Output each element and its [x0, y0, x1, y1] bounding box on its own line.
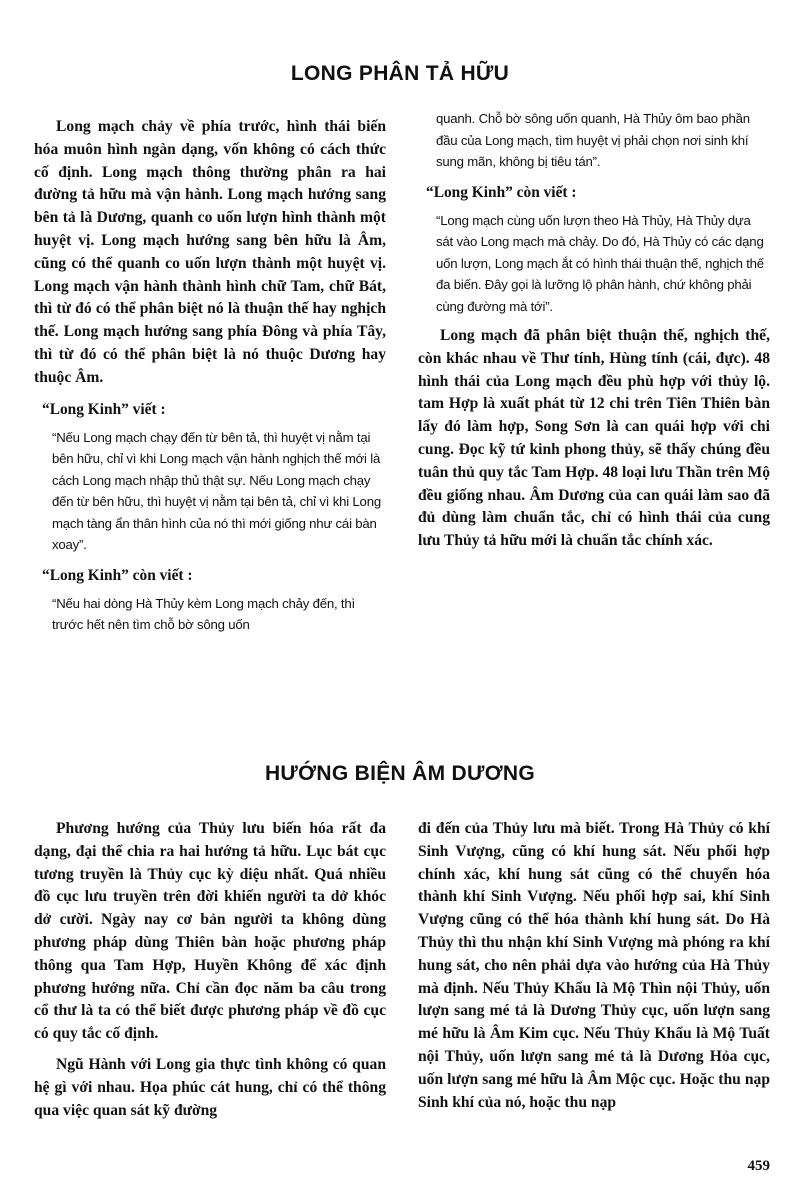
- section2-left-column: [34, 818, 386, 1122]
- section2-paragraph-2: Ngũ Hành với Long gia thực tình không có quan hệ gì với nhau. Họa phúc cát hung, chỉ có thể thông qua việc quan sát kỹ đường: [34, 1055, 386, 1119]
- quote-intro-long-kinh: “Long Kinh” viết :: [42, 400, 166, 418]
- quote-long-kinh-2: “Nếu hai dòng Hà Thủy kèm Long mạch chảy đến, thì trước hết nên tìm chỗ bờ sông uốn: [52, 595, 355, 633]
- section2-paragraph-2-continued: đi đến của Thủy lưu mà biết. Trong Hà Thủy có khí Sinh Vượng, cũng có khí hung sát. Nếu phối hợp chính xác, khí hung sát cũng có thể chuyển hóa thành khí Sinh Vượng. Nếu phối hợp sai, khí Sinh Vượng cũng có thể hóa thành khí hung sát. Do Hà Thủy thì thu nhận khí Sinh Vượng mà phóng ra khí hung sát, cho nên phải dựa vào hướng của Hà Thủy mà định. Nếu Thủy Khẩu là Mộ Thìn nội Thủy, uốn lượn sang mé tả là Dương Thủy cục, uốn lượn sang mé hữu là Âm Kim cục. Nếu Thủy Khẩu là Mộ Tuất nội Thủy, uốn lượn sang mé tả là Dương Hỏa cục, uốn lượn sang mé hữu là Âm Mộc cục. Hoặc thu nạp Sinh khí của nó, hoặc thu nạp: [418, 820, 770, 1111]
- quote-intro-long-kinh-2: “Long Kinh” còn viết :: [42, 566, 193, 584]
- quote-long-kinh-2-continued: quanh. Chỗ bờ sông uốn quanh, Hà Thủy ôm bao phần đầu của Long mạch, tìm huyệt vị phải chọn nơi sinh khí sung mãn, không bị tiêu tán”.: [436, 111, 750, 169]
- section2-paragraph-1: Phương hướng của Thủy lưu biến hóa rất đa dạng, đại thể chia ra hai hướng tả hữu. Lục bát cục tương truyền là Thủy cục kỳ diệu nhất. Quá nhiều đồ cục lưu truyền trên đời khiến người ta dở khóc dở cười. Ngày nay cơ bản người ta không dùng phương pháp dùng Thiên bàn hoặc phương pháp thông qua Tam Hợp, Huyền Không để xác định phương hướng nữa. Chỉ cần đọc năm ba câu trong cổ thư là ta có thể biết được phương pháp về đồ cục có quy tắc cố định.: [34, 820, 386, 1043]
- section-title-huong-bien-am-duong: HƯỚNG BIỆN ÂM DƯƠNG: [264, 762, 536, 785]
- section2-right-column: [418, 818, 770, 1114]
- quote-intro-long-kinh-3: “Long Kinh” còn viết :: [426, 183, 577, 201]
- page-number: 459: [747, 1158, 770, 1174]
- section1-right-column: [418, 108, 770, 553]
- section-title-long-phan-ta-huu: LONG PHÂN TẢ HỮU: [290, 62, 510, 85]
- quote-long-kinh-3: “Long mạch cùng uốn lượn theo Hà Thủy, Hà Thủy dựa sát vào Long mạch mà chảy. Do đó, Hà Thủy có các dạng uốn lượn, Long mạch ắt có hình thái thuận thế, nghịch thế đa biến. Đây gọi là lưỡng lộ phân hành, chứ không phải cùng đường mà tới”.: [436, 212, 764, 314]
- section1-left-column: [34, 116, 386, 636]
- section1-paragraph-2: Long mạch đã phân biệt thuận thế, nghịch thế, còn khác nhau về Thư tính, Hùng tính (cái, đực). 48 hình thái của Long mạch đều phù hợp với thủy lộ. tam Hợp là xuất phát từ 12 chi trên Tiên Thiên bàn lấy đó làm hợp, Song Sơn là can quái hợp với chi cung. Đọc kỹ tứ kinh phong thủy, sẽ thấy chúng đều tuân thủ quy tắc Tam Hợp. 48 loại lưu Thần trên Mộ đều giống nhau. Âm Dương của can quái làm sao đã đủ dùng làm chuẩn tắc, chỉ có hình thái của cung lưu Thủy tả hữu mới là chuẩn tắc chính xác.: [418, 327, 770, 550]
- quote-long-kinh-1: “Nếu Long mạch chạy đến từ bên tả, thì huyệt vị nằm tại bên hữu, chỉ vì khi Long mạch vận hành nghịch thế mới là cách Long mạch nhập thủ thật sự. Nếu Long mạch chạy đến từ bên hữu, thì huyệt vị nằm tại bên tả, chỉ vì khi Long mạch tàng ẩn thân hình của nó thì mới giống như cái bàn xoay”.: [52, 429, 381, 553]
- section1-paragraph-1: Long mạch chảy về phía trước, hình thái biến hóa muôn hình ngàn dạng, vốn không có cách thức cố định. Long mạch thông thường phân ra hai đường tả hữu mà vận hành. Long mạch hướng sang bên tả là Dương, quanh co uốn lượn hình thành một huyệt vị. Long mạch hướng sang bên hữu là Âm, cũng có thể quanh co uốn lượn thành một huyệt vị. Long mạch vận hành thành hình chữ Tam, chữ Bát, thì từ đó có thể phân biệt nó là thuận thế hay nghịch thế. Long mạch hướng sang phía Đông và phía Tây, thì từ đó có thể phân biệt là nó thuộc Dương hay thuộc Âm.: [34, 118, 386, 386]
